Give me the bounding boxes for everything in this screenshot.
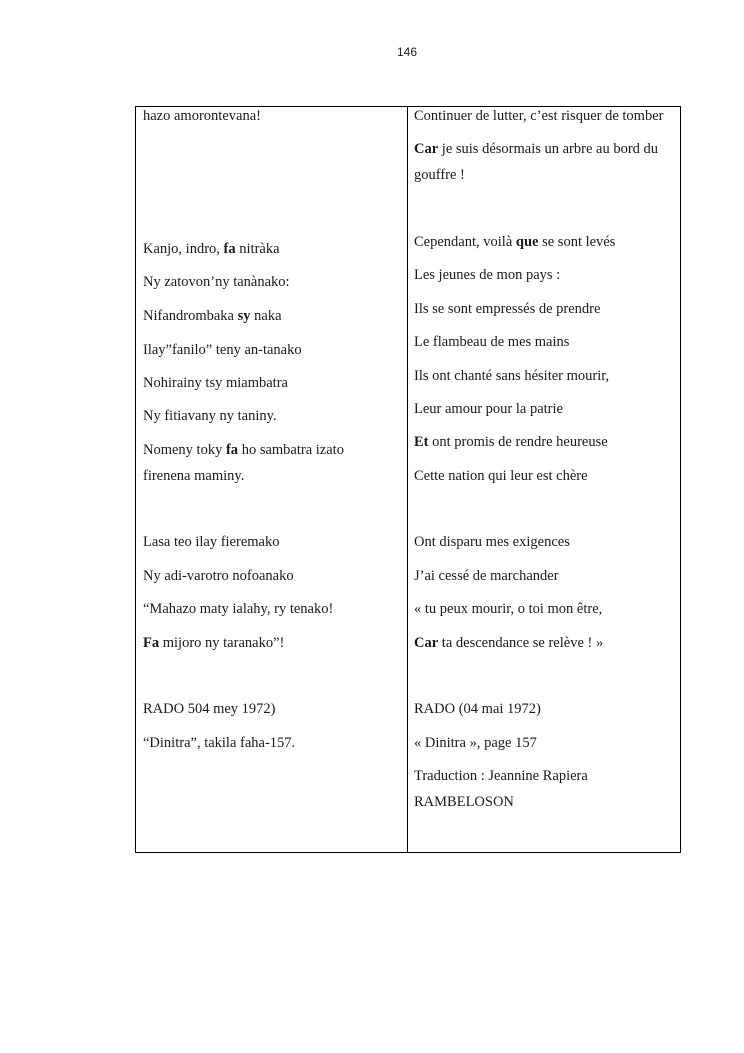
poem-line: Kanjo, indro, fa nitràka xyxy=(143,241,280,257)
source-citation: RADO 504 mey 1972) xyxy=(143,701,276,717)
page-number: 146 xyxy=(396,45,418,59)
source-citation: « Dinitra », page 157 xyxy=(414,735,537,751)
source-citation: RADO (04 mai 1972) xyxy=(414,701,541,717)
poem-line: J’ai cessé de marchander xyxy=(414,568,559,584)
emphasis-word: Car xyxy=(414,141,439,157)
poem-line: Car ta descendance se relève ! » xyxy=(414,635,604,651)
poem-line: Fa mijoro ny taranako”! xyxy=(143,635,285,651)
emphasis-word: Fa xyxy=(143,635,160,651)
source-citation: “Dinitra”, takila faha-157. xyxy=(143,735,296,751)
poem-line: Lasa teo ilay fieremako xyxy=(143,534,280,550)
poem-line: hazo amorontevana! xyxy=(143,108,261,124)
poem-line: « tu peux mourir, o toi mon être, xyxy=(414,601,603,617)
poem-line: Ny adi-varotro nofoanako xyxy=(143,568,294,584)
poem-line: Ny fitiavany ny taniny. xyxy=(143,408,277,424)
poem-line: Cette nation qui leur est chère xyxy=(414,468,588,484)
emphasis-word: Car xyxy=(414,635,439,651)
poem-line: Car je suis désormais un arbre au bord du xyxy=(414,141,659,157)
emphasis-word: Et xyxy=(414,434,429,450)
poem-line: Les jeunes de mon pays : xyxy=(414,267,561,283)
poem-line: gouffre ! xyxy=(414,167,465,183)
poem-line: Cependant, voilà que se sont levés xyxy=(414,234,616,250)
emphasis-word: fa xyxy=(225,442,239,458)
poem-line: Ont disparu mes exigences xyxy=(414,534,570,550)
emphasis-word: que xyxy=(515,234,539,250)
poem-line: “Mahazo maty ialahy, ry tenako! xyxy=(143,601,334,617)
french-column xyxy=(408,107,680,852)
poem-line: Nomeny toky fa ho sambatra izato xyxy=(143,442,344,458)
poem-line: Ilay”fanilo” teny an-tanako xyxy=(143,342,302,358)
poem-line: Leur amour pour la patrie xyxy=(414,401,563,417)
poem-line: Et ont promis de rendre heureuse xyxy=(414,434,608,450)
poem-line: Nifandrombaka sy naka xyxy=(143,308,282,324)
malagasy-column xyxy=(136,107,408,852)
poem-table xyxy=(135,106,681,853)
poem-line: Ils se sont empressés de prendre xyxy=(414,301,601,317)
translator-credit: RAMBELOSON xyxy=(414,794,514,810)
poem-line: Ny zatovon’ny tanànako: xyxy=(143,274,290,290)
poem-line: Nohirainy tsy miambatra xyxy=(143,375,288,391)
poem-line: Continuer de lutter, c’est risquer de tomber xyxy=(414,108,664,124)
poem-line: Ils ont chanté sans hésiter mourir, xyxy=(414,368,610,384)
poem-line: firenena maminy. xyxy=(143,468,245,484)
poem-line: Le flambeau de mes mains xyxy=(414,334,570,350)
translator-credit: Traduction : Jeannine Rapiera xyxy=(414,768,588,784)
emphasis-word: sy xyxy=(237,308,251,324)
emphasis-word: fa xyxy=(223,241,236,257)
